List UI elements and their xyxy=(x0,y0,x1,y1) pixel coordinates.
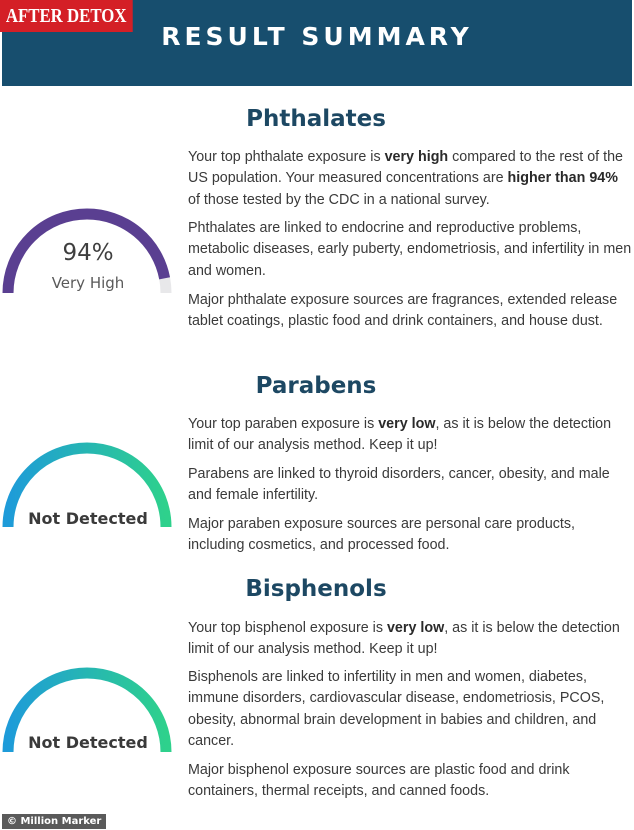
emphasis-text: very low xyxy=(386,620,445,636)
parabens-paragraph-2: Parabens are linked to thyroid disorders, cancer, obesity, and male and female infertility. xyxy=(188,466,610,504)
phthalates-gauge-graphic xyxy=(0,206,176,326)
emphasis-text: very low xyxy=(378,416,436,432)
parabens-gauge xyxy=(0,440,176,560)
phthalates-paragraph-3: Major phthalate exposure sources are fragrances, extended release tablet coatings, plastic food and drink containers, and house dust. xyxy=(188,292,618,330)
bisphenols-paragraph-2: Bisphenols are linked to infertility in men and women, diabetes, immune disorders, cardiovascular disease, endometriosis, PCOS, obesity, abnormal brain development in babies and children, and cancer. xyxy=(188,669,605,750)
phthalates-paragraph-1: Your top phthalate exposure is very high compared to the rest of the US population. Your measured concentrations are higher than 94% of those tested by the CDC in a national survey. xyxy=(188,149,623,208)
page-title: RESULT SUMMARY xyxy=(161,22,473,51)
parabens-paragraph-1: Your top paraben exposure is very low, as it is below the detection limit of our analysis method. Keep it up! xyxy=(188,416,612,454)
bisphenols-paragraph-1: Your top bisphenol exposure is very low, as it is below the detection limit of our analysis method. Keep it up! xyxy=(188,620,620,658)
bisphenols-gauge-level: Not Detected xyxy=(28,733,148,752)
emphasis-text: very high xyxy=(384,149,449,165)
parabens-gauge-graphic xyxy=(0,440,176,560)
phthalates-gauge xyxy=(0,206,176,326)
parabens-gauge-level: Not Detected xyxy=(28,509,148,528)
phthalates-paragraph-2: Phthalates are linked to endocrine and reproductive problems, metabolic diseases, early puberty, endometriosis, and infertility in men and women. xyxy=(188,220,632,279)
parabens-paragraph-3: Major paraben exposure sources are personal care products, including cosmetics, and processed food. xyxy=(188,516,576,554)
bisphenols-paragraph-3: Major bisphenol exposure sources are plastic food and drink containers, thermal receipts, and canned foods. xyxy=(188,762,570,800)
phthalates-gauge-level: Very High xyxy=(51,274,125,292)
after-detox-badge: AFTER DETOX xyxy=(0,0,132,32)
emphasis-text: higher than 94% xyxy=(507,170,618,187)
section-title-bisphenols: Bisphenols xyxy=(245,576,387,602)
section-title-parabens: Parabens xyxy=(255,373,377,399)
photo-credit: © Million Marker xyxy=(2,814,106,829)
bisphenols-gauge xyxy=(0,665,176,785)
section-title-phthalates: Phthalates xyxy=(246,106,386,132)
bisphenols-gauge-graphic xyxy=(0,665,176,785)
phthalates-gauge-value: 94% xyxy=(62,240,114,266)
